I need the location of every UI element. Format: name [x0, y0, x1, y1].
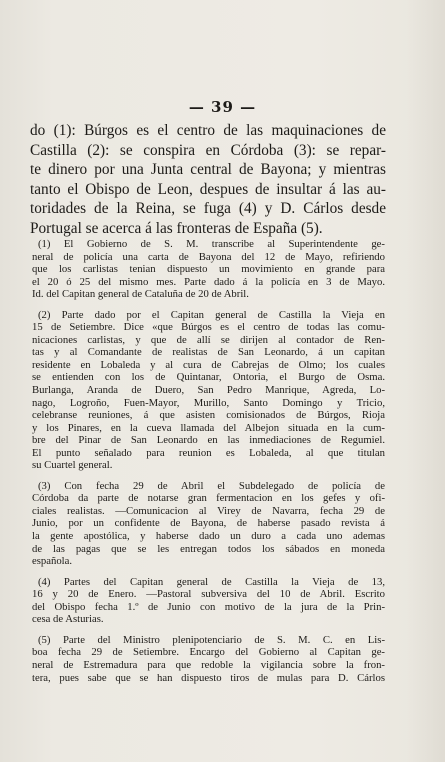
body-line: do (1): Búrgos es el centro de las maquinaciones de — [30, 122, 386, 139]
footnote-2 — [32, 309, 385, 472]
body-line: tanto el Obispo de Leon, despues de insultar á las au- — [30, 180, 386, 198]
footnote-1 — [32, 238, 385, 301]
footnote-line: celebranse reuniones, á que asisten comisionados de Búrgos, Rioja — [32, 409, 385, 422]
footnote-line: (4) Partes del Capitan general de Castilla la Vieja de 13, — [38, 575, 385, 588]
footnote-line: (5) Parte del Ministro plenipotenciario de S. M. C. en Lis- — [38, 633, 385, 646]
footnote-line: Junio, por un confidente de Bayona, de haberse pasado revista á — [32, 517, 385, 530]
footnote-line: y los Pinares, en la cueva llamada del Albejon situada en la cum- — [32, 421, 385, 434]
body-line: te dinero por una Junta central de Bayona; y mientras — [30, 161, 386, 178]
footnote-line: boa fecha 29 de Setiembre. Encargo del Gobierno al Capitan ge- — [32, 646, 385, 659]
footnote-line: nicaciones carlistas, y que de allí se dirijen al contador de Ren- — [32, 333, 385, 346]
footnote-line: ciales realistas. —Comunicacion al Virey de Navarra, fecha 29 de — [32, 504, 385, 517]
footnote-line: cesa de Asturias. — [32, 613, 104, 626]
footnote-line: neral de policía una carta de Bayona del 12 de Mayo, refiriendo — [32, 250, 385, 263]
footnote-line: Córdoba da parte de notarse gran fermentacion en los gefes y ofi- — [32, 492, 385, 505]
footnote-line: de las pagas que se les entregan todos los sábados en moneda — [32, 542, 385, 555]
footnote-line: su Cuartel general. — [32, 459, 113, 472]
footnote-line: bre del Pinar de San Leonardo en las inmediaciones de Regumiel. — [32, 434, 385, 447]
footnote-line: 16 y 20 de Enero. —Pastoral subversiva del 10 de Abril. Escrito — [32, 588, 385, 601]
footnote-line: la gente apostólica, y haberse dado un duro a cada uno ademas — [32, 530, 385, 543]
footnote-line: que los carlistas tenian dispuesto un movimiento en grande para — [32, 263, 385, 276]
footnote-line: Burlanga, Aranda de Duero, San Pedro Manrique, Agreda, Lo- — [32, 384, 385, 397]
footnote-line: nago, Logroño, Fuen-Mayor, Murillo, Santo Domingo y Tricio, — [32, 396, 385, 409]
footnote-line: tas y al Comandante de realistas de San Leonardo, á un capitan — [32, 346, 385, 359]
footnote-line: del Obispo fecha 1.º de Junio con motivo de la jura de la Prin- — [32, 600, 385, 613]
footnote-3 — [32, 480, 385, 568]
body-line: Portugal se acerca á las fronteras de España (5). — [30, 219, 323, 237]
footnote-line: tera, pues sabe que se han dispuesto tiros de mulas para D. Cárlos — [32, 671, 385, 684]
footnote-line: El punto señalado para reunion es Lobaleda, al que titulan — [32, 446, 385, 459]
page-number: — 39 — — [188, 98, 257, 116]
footnote-line: se entienden con los de Quintanar, Ontoria, el Burgo de Osma. — [32, 371, 385, 384]
footnote-line: Id. del Capitan general de Cataluña de 20 de Abril. — [32, 288, 249, 301]
footnote-line: 15 de Setiembre. Dice «que Búrgos es el centro de todas las comu- — [32, 321, 385, 334]
body-line: toridades de la Reina, se fuga (4) y D. Cárlos desde — [30, 200, 386, 217]
footnote-line: española. — [32, 555, 73, 568]
footnote-line: (2) Parte dado por el Capitan general de Castilla la Vieja en — [38, 308, 385, 321]
footnote-line: (1) El Gobierno de S. M. transcribe al Superintendente ge- — [38, 238, 385, 250]
footnotes — [32, 238, 385, 692]
footnote-line: el 20 ó 25 del mismo mes. Parte dado á la policía en 3 de Mayo. — [32, 275, 385, 288]
body-text — [30, 121, 386, 238]
footnote-line: neral de Estremadura para que redoble la vigilancia sobre la fron- — [32, 658, 385, 671]
body-line: Castilla (2): se conspira en Córdoba (3): se repar- — [30, 141, 386, 159]
footnote-4 — [32, 576, 385, 626]
footnote-line: residente en Lobaleda y al cura de Cabrejas de Olmo; los cuales — [32, 358, 385, 371]
footnote-line: (3) Con fecha 29 de Abril el Subdelegado de policía de — [38, 479, 385, 492]
footnote-5 — [32, 634, 385, 684]
